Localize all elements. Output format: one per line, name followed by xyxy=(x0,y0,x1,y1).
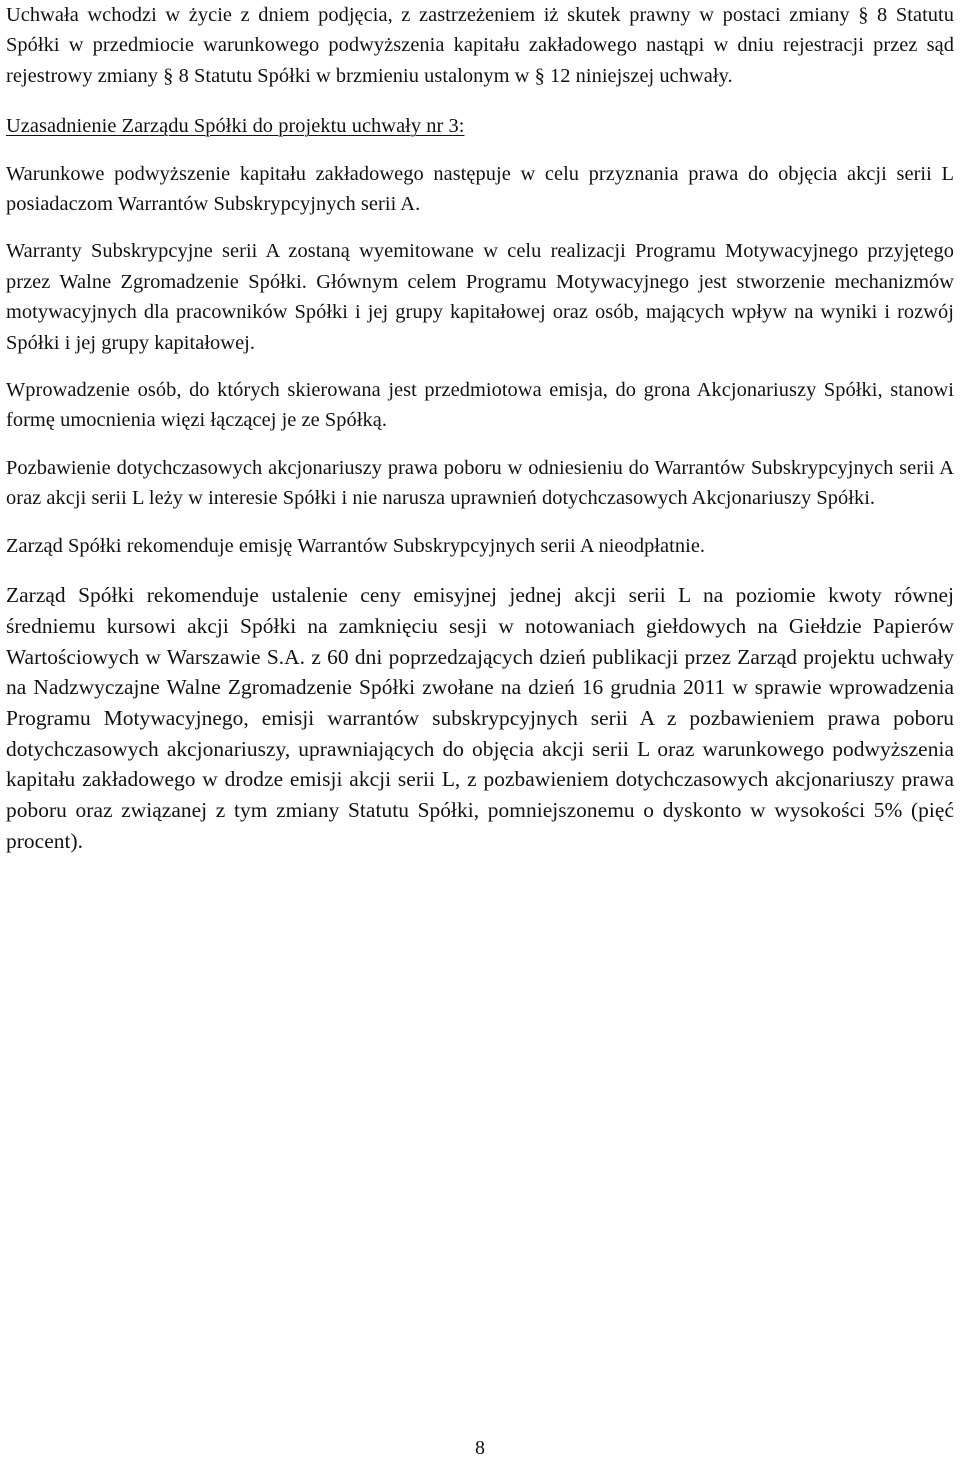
document-page xyxy=(6,0,954,856)
paragraph-purpose: Warunkowe podwyższenie kapitału zakładowego następuje w celu przyznania prawa do objęcia akcji serii L posiadaczom Warrantów Subskrypcyjnych serii A. xyxy=(6,162,954,216)
section-heading: Uzasadnienie Zarządu Spółki do projektu uchwały nr 3: xyxy=(6,115,465,138)
paragraph-preemptive-rights: Pozbawienie dotychczasowych akcjonariuszy prawa poboru w odniesieniu do Warrantów Subskrypcyjnych serii A oraz akcji serii L leży w interesie Spółki i nie narusza uprawnień dotychczasowych Akcjonariuszy Spółki. xyxy=(6,456,954,510)
paragraph-warrants: Warranty Subskrypcyjne serii A zostaną wyemitowane w celu realizacji Programu Motywacyjnego przyjętego przez Walne Zgromadzenie Spółki. Głównym celem Programu Motywacyjnego jest stworzenie mechanizmów motywacyjnych dla pracowników Spółki i jej grupy kapitałowej oraz osób, mających wpływ na wyniki i rozwój Spółki i jej grupy kapitałowej. xyxy=(6,240,954,354)
paragraph-shareholders: Wprowadzenie osób, do których skierowana jest przedmiotowa emisja, do grona Akcjonariuszy Spółki, stanowi formę umocnienia więzi łączącej je ze Spółką. xyxy=(6,379,954,432)
paragraph-recommendation: Zarząd Spółki rekomenduje emisję Warrantów Subskrypcyjnych serii A nieodpłatnie. xyxy=(6,534,706,557)
intro-paragraph: Uchwała wchodzi w życie z dniem podjęcia, z zastrzeżeniem iż skutek prawny w postaci zmiany § 8 Statutu Spółki w przedmiocie warunkowego podwyższenia kapitału zakładowego nastąpi w dniu rejestracji przez sąd rejestrowy zmiany § 8 Statutu Spółki w brzmieniu ustalonym w § 12 niniejszej uchwały. xyxy=(6,4,954,87)
paragraph-issue-price: Zarząd Spółki rekomenduje ustalenie ceny emisyjnej jednej akcji serii L na poziomie kwoty równej średniemu kursowi akcji Spółki na zamknięciu sesji w notowaniach giełdowych na Giełdzie Papierów Wartościowych w Warszawie S.A. z 60 dni poprzedzających dzień publikacji przez Zarząd projektu uchwały na Nadzwyczajne Walne Zgromadzenie Spółki zwołane na dzień 16 grudnia 2011 w sprawie wprowadzenia Programu Motywacyjnego, emisji warrantów subskrypcyjnych serii A z pozbawieniem prawa poboru dotychczasowych akcjonariuszy, uprawniających do objęcia akcji serii L oraz warunkowego podwyższenia kapitału zakładowego w drodze emisji akcji serii L, z pozbawieniem dotychczasowych akcjonariuszy prawa poboru oraz związanej z tym zmiany Statutu Spółki, pomniejszonemu o dyskonto w wysokości 5% (pięć procent). xyxy=(6,583,954,853)
page-number: 8 xyxy=(475,1437,485,1459)
